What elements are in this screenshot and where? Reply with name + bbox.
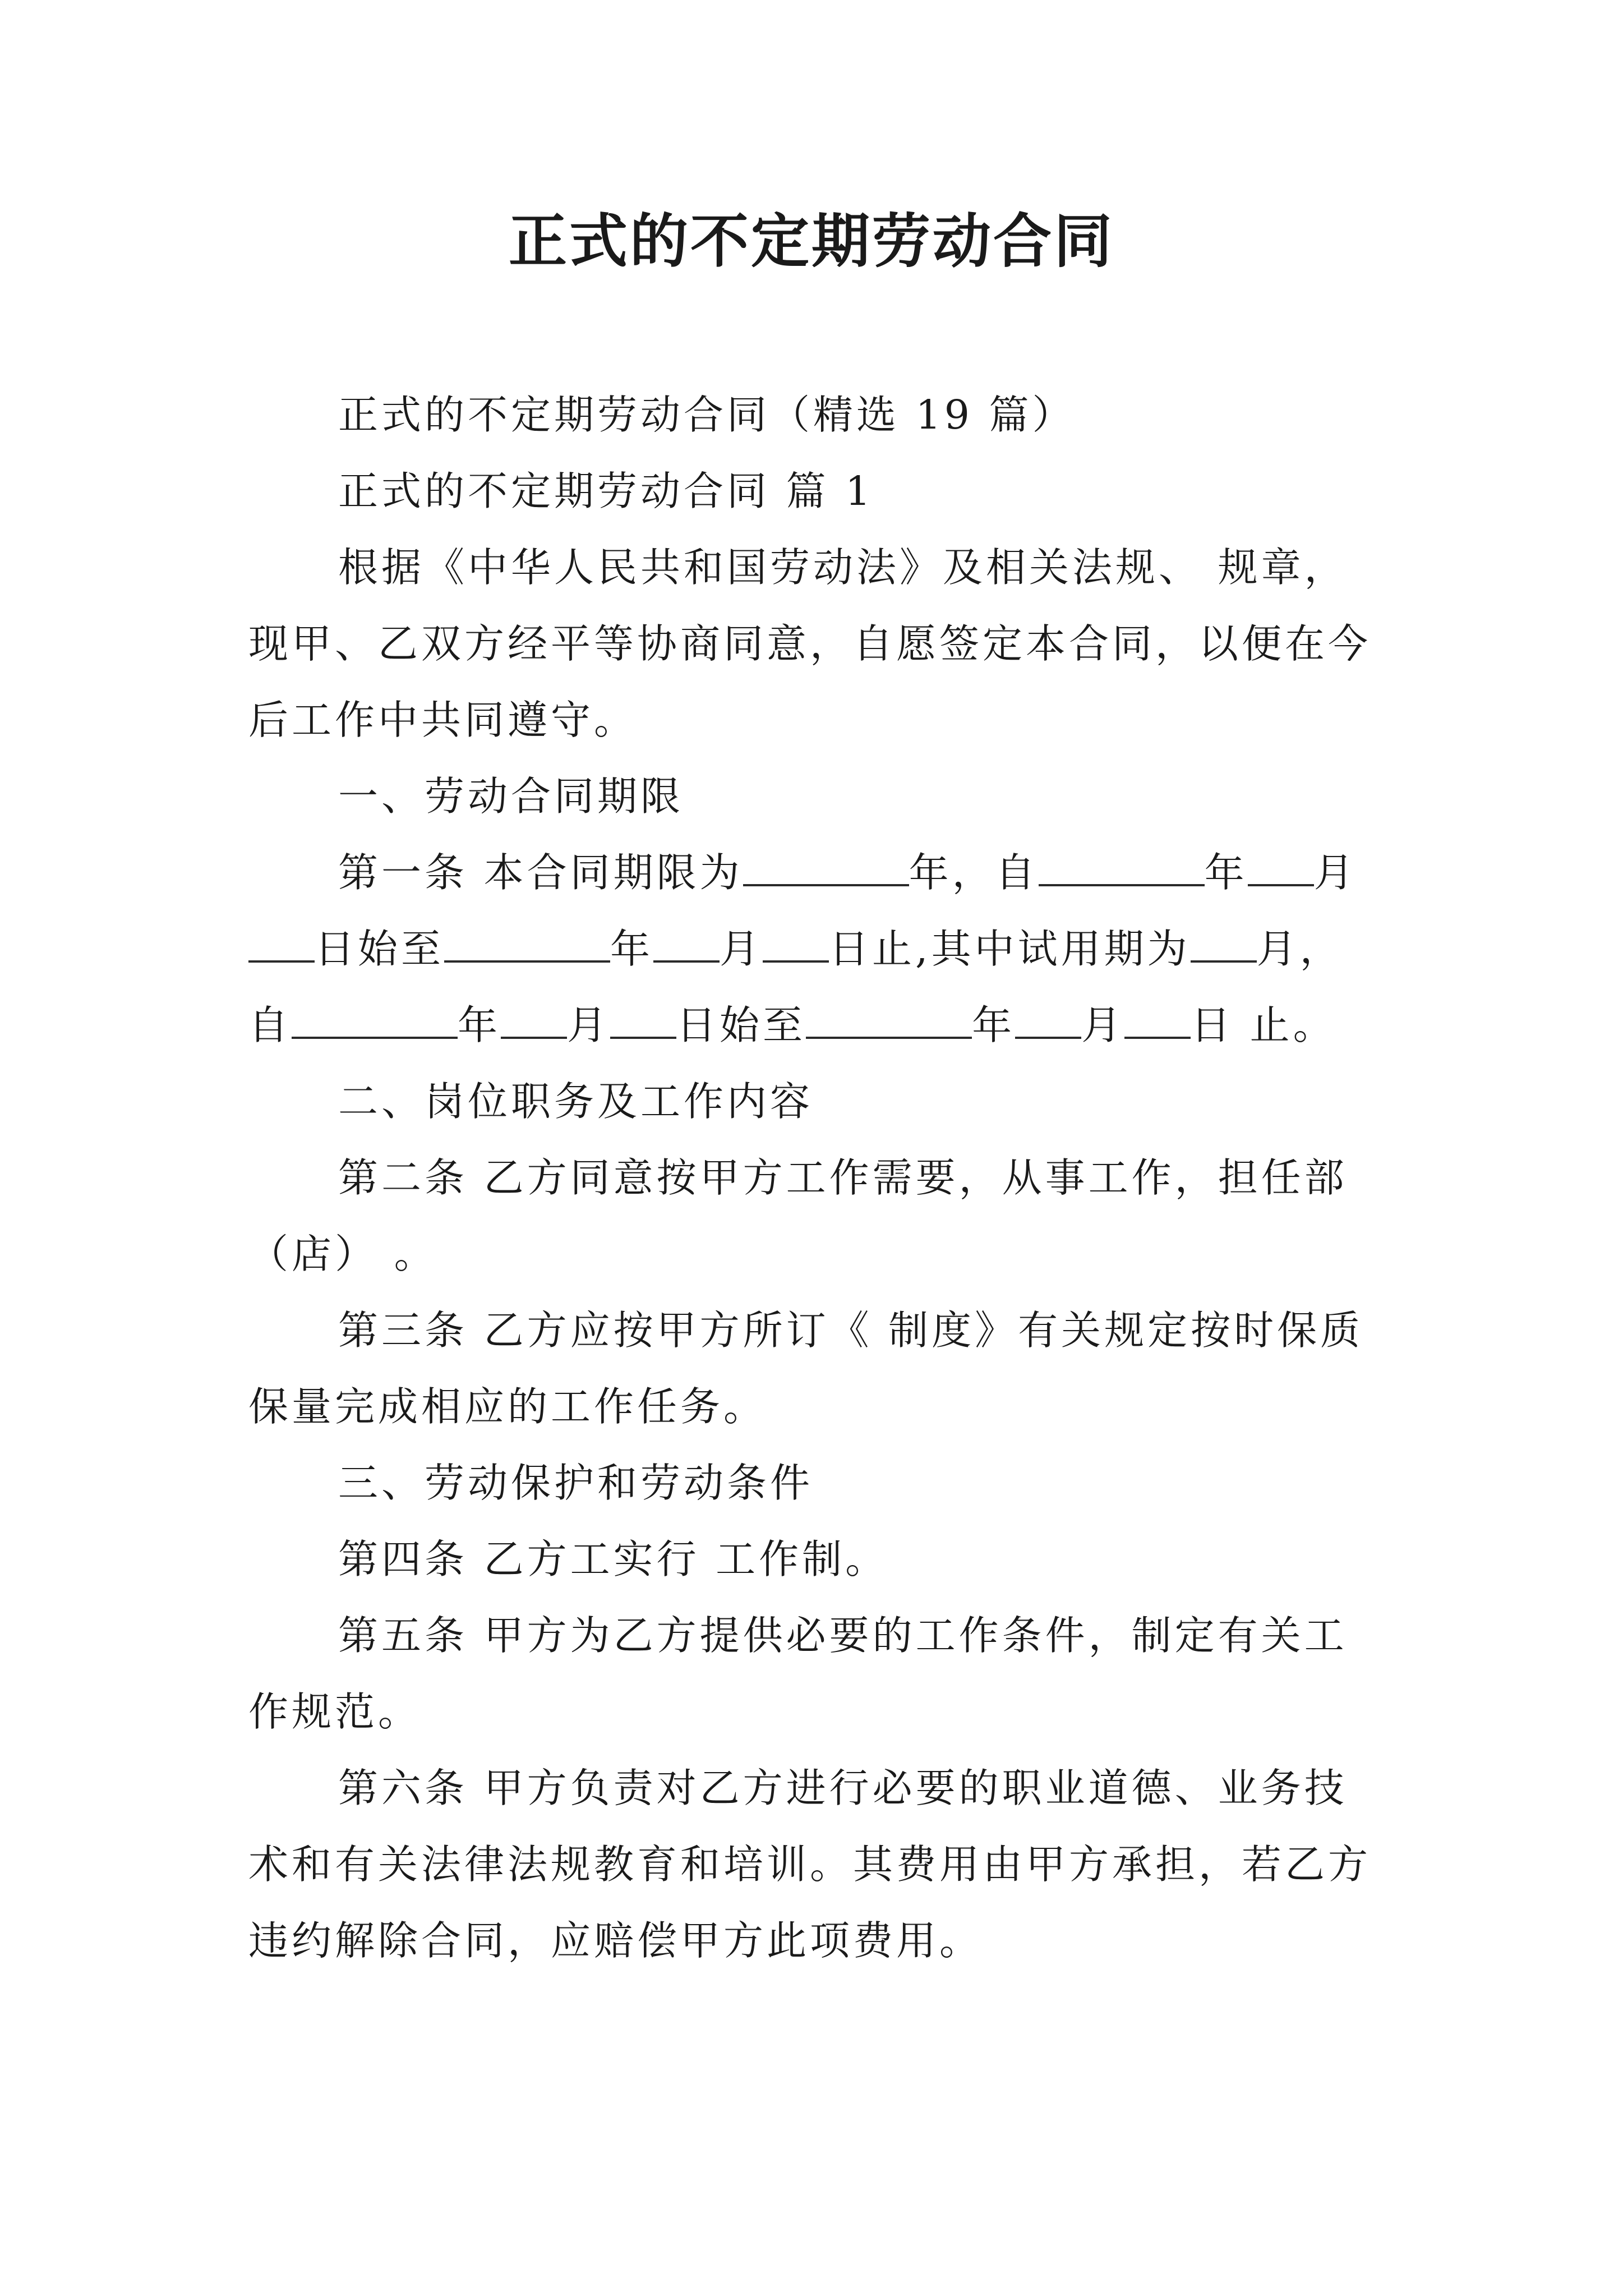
heading-position-duties: 二、岗位职务及工作内容 xyxy=(338,1078,814,1125)
article-1-text: 日始至 xyxy=(676,1002,806,1048)
blank-line xyxy=(1248,845,1314,886)
section-heading: 正式的不定期劳动合同 篇 1 xyxy=(338,468,874,514)
document-body xyxy=(248,377,1381,1979)
article-1-text: 月，自 xyxy=(248,926,1343,1048)
heading-labor-protection: 三、劳动保护和劳动条件 xyxy=(338,1460,814,1506)
article-1-text: 日 止。 xyxy=(1191,1002,1336,1048)
blank-line xyxy=(806,997,972,1039)
article-1-text: 日始至 xyxy=(315,926,445,972)
document-title: 正式的不定期劳动合同 xyxy=(508,206,1114,275)
blank-line xyxy=(1039,845,1205,886)
blank-line xyxy=(743,845,909,886)
article-1-text: 第一条 本合同期限为 xyxy=(338,849,743,896)
article-1-text: 年，自 xyxy=(909,849,1039,896)
blank-line xyxy=(1124,997,1191,1039)
blank-line xyxy=(1191,921,1257,963)
article-1-text: 月 xyxy=(1081,1002,1125,1048)
heading-contract-term: 一、劳动合同期限 xyxy=(338,773,684,820)
document-subtitle: 正式的不定期劳动合同（精选 19 篇） xyxy=(338,392,1076,438)
blank-line xyxy=(292,997,458,1039)
article-1-text: 日止,其中试用期为 xyxy=(829,926,1191,972)
blank-line xyxy=(1015,997,1081,1039)
article-1-text: 月 xyxy=(567,1002,611,1048)
intro-paragraph: 根据《中华人民共和国劳动法》及相关法规、 规章，现甲、乙双方经平等协商同意，自愿签定本合同，以便在今后工作中共同遵守。 xyxy=(248,544,1372,743)
blank-line xyxy=(653,921,720,963)
article-2-paragraph: 第二条 乙方同意按甲方工作需要，从事工作，担任部（店） 。 xyxy=(248,1154,1348,1277)
article-1-text: 年 xyxy=(610,926,654,972)
article-1-text: 月 xyxy=(1313,849,1357,896)
blank-line xyxy=(248,921,315,963)
article-1-text: 年 xyxy=(458,1002,501,1048)
blank-line xyxy=(501,997,567,1039)
article-6-paragraph: 第六条 甲方负责对乙方进行必要的职业道德、业务技术和有关法律法规教育和培训。其费用由甲方承担，若乙方违约解除合同，应赔偿甲方此项费用。 xyxy=(248,1765,1372,1964)
blank-line xyxy=(763,921,829,963)
article-3-paragraph: 第三条 乙方应按甲方所订《 制度》有关规定按时保质保量完成相应的工作任务。 xyxy=(248,1307,1364,1430)
article-1-paragraph xyxy=(248,835,1381,1064)
blank-line xyxy=(610,997,676,1039)
article-1-text: 年 xyxy=(1204,849,1248,896)
article-5-paragraph: 第五条 甲方为乙方提供必要的工作条件，制定有关工作规范。 xyxy=(248,1612,1348,1735)
article-1-text: 年 xyxy=(972,1002,1016,1048)
blank-line xyxy=(444,921,610,963)
article-4-paragraph: 第四条 乙方工实行 工作制。 xyxy=(338,1536,889,1582)
article-1-text: 月 xyxy=(720,926,763,972)
